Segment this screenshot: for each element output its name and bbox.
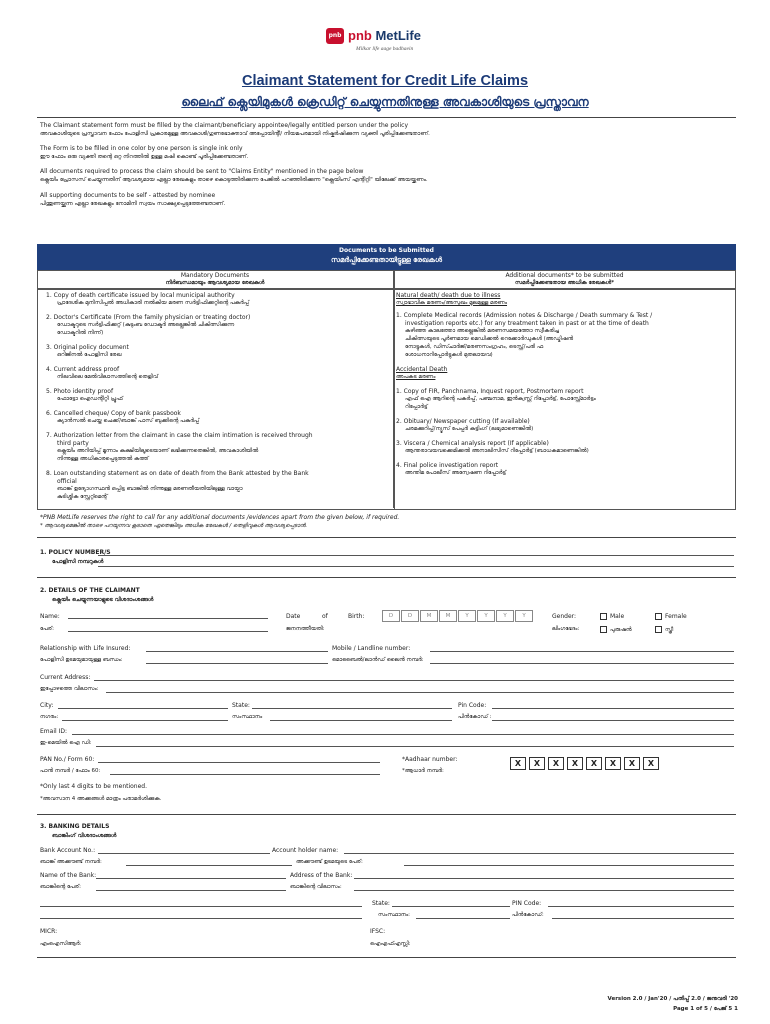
holder-field[interactable] <box>344 853 734 854</box>
natural-item-1-ml3: നോട്ടുകൾ, ഡിസ്ചാർജ്/മരണസംഗ്രഹം, ടെസ്റ്റ്/പരി ഫ <box>405 344 544 350</box>
tagline: Milkar life aage badhaein <box>356 46 414 52</box>
claimant-section-ml: ക്ലെയിം ചെയ്യുന്നയാളുടെ വിശദാംശങ്ങൾ <box>52 597 154 603</box>
brand-name <box>348 28 421 43</box>
documents-header-bar <box>37 244 736 270</box>
aadhaar-digit-box[interactable]: X <box>605 757 621 770</box>
banking-section-en: 3. BANKING DETAILS <box>40 823 110 830</box>
mandatory-item-8-en: 8. Loan outstanding statement as on date of death from the Bank attested by the Bank <box>46 470 309 477</box>
aadhaar-digit-box[interactable]: X <box>586 757 602 770</box>
accident-item-3-ml: ആന്തരാവയവക്കെമിക്കൽ അനാലിസിസ് റിപ്പോർട്ട് (ബാധകമാണെങ്കിൽ) <box>405 448 589 454</box>
bank-state-field[interactable] <box>392 906 510 907</box>
mandatory-header-en: Mandatory Documents <box>180 272 250 279</box>
dob-label-c: Birth: <box>348 613 365 620</box>
mobile-label-en: Mobile / Landline number: <box>332 645 411 652</box>
account-no-label-ml: ബാങ്ക് അക്കൗണ്ട് നമ്പർ: <box>40 859 102 865</box>
dob-label-ml: ജനനത്തീയതി: <box>286 626 325 632</box>
additional-header-ml: സമർപ്പിക്കേണ്ടതായ അധിക രേഖകൾ* <box>514 280 615 286</box>
mandatory-item-3-ml: ഒറിജിനൽ പോളിസി രേഖ <box>57 352 122 358</box>
dob-label-a: Date <box>286 613 301 620</box>
mandatory-header-ml: നിർബന്ധമായും ആവശ്യമായ രേഖകൾ <box>165 280 265 286</box>
city-label-en: City: <box>40 702 54 709</box>
city-field-ml[interactable] <box>62 720 228 721</box>
mandatory-item-2-ml2: ഡോക്ടറിൽ നിന്ന്) <box>57 330 104 336</box>
pan-field[interactable] <box>98 762 380 763</box>
mandatory-item-8-ml: ബാങ്ക് ഉദ്യോഗസ്ഥൻ ഒപ്പിട്ട ബാങ്കിൽ നിന്നുള്ള മരണതീയതിയിലുള്ള വായ്പാ <box>57 486 243 492</box>
address-label-en: Current Address: <box>40 674 91 681</box>
ifsc-label-ml: ഐഎഫ്എസ്സി: <box>370 941 411 947</box>
mandatory-item-4-en: 4. Current address proof <box>46 366 120 373</box>
city-label-ml: നഗരം: <box>40 714 59 720</box>
female-checkbox-ml[interactable] <box>655 626 662 633</box>
accident-item-3-en: 3. Viscera / Chemical analysis report (If applicable) <box>396 440 549 447</box>
instruction-3-en: All documents required to process the claim should be sent to "Claims Entity" mentioned in the page below <box>40 168 364 175</box>
relationship-field[interactable] <box>146 651 328 652</box>
accident-item-4-en: 4. Final police investigation report <box>396 462 499 469</box>
accident-item-4-ml: അന്തിമ പോലീസ് അന്വേഷണ റിപ്പോർട്ട് <box>405 470 507 476</box>
aadhaar-digit-box[interactable]: X <box>529 757 545 770</box>
aadhaar-digit-box[interactable]: X <box>624 757 640 770</box>
email-field-ml[interactable] <box>96 746 734 747</box>
aadhaar-digit-box[interactable]: X <box>510 757 526 770</box>
name-label-ml: പേര്: <box>40 626 54 632</box>
bank-pin-label-ml: പിൻകോഡ്: <box>512 912 544 918</box>
state-field-ml[interactable] <box>270 720 452 721</box>
aadhaar-digit-box[interactable]: X <box>548 757 564 770</box>
footnote-en: *PNB MetLife reserves the right to call for any additional documents /evidences apart from the given below, if required. <box>40 514 400 521</box>
micr-label-en: MICR: <box>40 928 58 935</box>
state-field[interactable] <box>252 708 452 709</box>
aadhaar-digit-box[interactable]: X <box>567 757 583 770</box>
natural-item-1-ml4: ശോധനാറിപ്പോർട്ടുകൾ മുതലായവ) <box>405 352 493 358</box>
accident-item-1-ml: എഫ് ഐ ആറിന്റെ പകർപ്പ്, പഞ്ചനാമ, ഇൻക്വസ്റ്റ് റിപ്പോർട്ട്, പോസ്റ്റ്മോർട്ടം <box>405 396 596 402</box>
gender-label-en: Gender: <box>552 613 577 620</box>
gender-label-ml: ലിംഗഭേദം: <box>552 626 580 632</box>
natural-item-1-en: 1. Complete Medical records (Admission notes & Discharge / Death summary & Test / <box>396 312 653 319</box>
relationship-label-ml: പോളിസി ഉടമയുമായുള്ള ബന്ധം: <box>40 657 123 663</box>
divider <box>37 957 736 958</box>
male-option[interactable] <box>600 613 624 621</box>
accident-item-2-en: 2. Obituary/ Newspaper cutting (If available) <box>396 418 530 425</box>
male-checkbox[interactable] <box>600 613 607 620</box>
bank-state-label-en: State: <box>372 900 390 907</box>
pan-label-en: PAN No./ Form 60: <box>40 756 95 763</box>
accident-item-1-ml2: റിപ്പോർട്ട് <box>405 404 428 410</box>
divider <box>37 577 736 578</box>
footer-page-number: Page 1 of 5 / പേജ് 5 1 <box>673 1006 738 1012</box>
mandatory-item-7-en2: third party <box>57 440 89 447</box>
pin-field[interactable] <box>492 708 734 709</box>
account-no-label-en: Bank Account No.: <box>40 847 96 854</box>
bank-state-field-ml[interactable] <box>416 918 510 919</box>
dob-box[interactable]: M <box>439 610 457 622</box>
natural-item-1-ml2: ചികിത്സയുടെ പൂർണമായ മെഡിക്കൽ റെക്കോർഡുകൾ (അഡ്മിഷൻ <box>405 336 574 342</box>
bank-name-label-en: Name of the Bank: <box>40 872 97 879</box>
name-field-ml[interactable] <box>68 631 268 632</box>
divider <box>37 814 736 815</box>
accident-item-2-ml: ചരമക്കുറിപ്പ്/ന്യൂസ് പേപ്പർ കട്ടിംഗ് (ലഭ്യമാണെങ്കിൽ) <box>405 426 534 432</box>
documents-bar-ml: സമർപ്പിക്കേണ്ടതായിട്ടുള്ള രേഖകൾ <box>331 256 442 264</box>
bank-address-field[interactable] <box>354 878 734 879</box>
mandatory-item-7-ml: ക്ലെയിം അറിയിപ്പ് മൂന്നാം കക്ഷിയിലൂടെയാണ് ലഭിക്കുന്നതെങ്കിൽ, അവകാശിയിൽ <box>57 448 259 454</box>
aadhaar-digit-box[interactable]: X <box>643 757 659 770</box>
relationship-label-en: Relationship with Life Insured: <box>40 645 131 652</box>
bank-address-line-3[interactable] <box>40 918 362 919</box>
dob-box[interactable]: M <box>420 610 438 622</box>
mobile-field-ml[interactable] <box>430 663 734 664</box>
account-no-field[interactable] <box>98 853 270 854</box>
dob-box[interactable]: D <box>382 610 400 622</box>
holder-label-ml: അക്കൗണ്ട് ഉടമയുടെ പേര്: <box>296 859 363 865</box>
mandatory-item-5-ml: ഫോട്ടോ ഐഡന്റിറ്റി പ്രൂഫ് <box>57 396 123 402</box>
micr-label-ml: എംഐസിആർ: <box>40 941 82 947</box>
female-option[interactable] <box>655 613 687 621</box>
state-label-en: State: <box>232 702 250 709</box>
aadhaar-label-en: *Aadhaar number: <box>402 756 458 763</box>
dob-box[interactable]: D <box>401 610 419 622</box>
mandatory-item-2-ml: ഡോക്ടറുടെ സർട്ടിഫിക്കറ്റ് (കുടുംബ ഡോക്ടർ അല്ലെങ്കിൽ ചികിത്സിക്കുന്ന <box>57 322 235 328</box>
accident-item-1-en: 1. Copy of FIR, Panchnama, Inquest report, Postmortem report <box>396 388 584 395</box>
mobile-label-ml: മൊബൈൽ/ലാൻഡ് ലൈൻ നമ്പർ: <box>332 657 424 663</box>
instruction-4-ml: പിന്തുണയ്ക്കുന്ന എല്ലാ രേഖകളും നോമിനി സ്വയം സാക്ഷ്യപ്പെടുത്തേണ്ടതാണ്. <box>40 201 226 207</box>
dob-box[interactable]: Y <box>515 610 533 622</box>
brand-pnb: pnb <box>348 28 372 43</box>
divider <box>37 537 736 538</box>
dob-label-b: of <box>322 613 328 620</box>
ifsc-label-en: IFSC: <box>370 928 386 935</box>
city-field[interactable] <box>58 708 228 709</box>
mandatory-item-2-en: 2. Doctor's Certificate (From the family physician or treating doctor) <box>46 314 251 321</box>
claimant-section-en: 2. DETAILS OF THE CLAIMANT <box>40 587 140 594</box>
accidental-death-heading-ml: അപകട മരണം <box>396 374 436 380</box>
instruction-1-ml: അവകാശിയുടെ പ്രസ്താവന ഫോം പോളിസി പ്രകാരമുള്ള അവകാശി/ഗുണഭോക്താവ് അപ്പോയിന്റീ/ നിയമപരമായി നിഷ്കർഷിക്കുന്ന വ്യക്തി പൂരിപ്പിക്കേണ്ടതാണ്. <box>40 131 430 137</box>
dob-box[interactable]: Y <box>458 610 476 622</box>
bank-name-field-ml[interactable] <box>96 890 286 891</box>
mandatory-item-8-en2: official <box>57 478 77 485</box>
pan-label-ml: പാൻ നമ്പർ / ഫോം 60: <box>40 768 101 774</box>
name-field[interactable] <box>68 618 268 619</box>
mandatory-item-6-ml: ക്യാൻസൽ ചെയ്ത ചെക്ക്/ബാങ്ക് പാസ് ബുക്കിന്റെ പകർപ്പ് <box>57 418 200 424</box>
natural-item-1-en2: investigation reports etc.) for any treatment taken in past or at the time of death <box>405 320 649 327</box>
natural-item-1-ml: കഴിഞ്ഞ കാലത്തോ അല്ലെങ്കിൽ മരണസമയത്തോ സ്വീകരിച്ച <box>405 328 559 334</box>
mandatory-item-6-en: 6. Cancelled cheque/ Copy of bank passbook <box>46 410 181 417</box>
address-field-ml[interactable] <box>106 692 734 693</box>
name-label-en: Name: <box>40 613 60 620</box>
account-no-field-ml[interactable] <box>126 865 292 866</box>
state-label-ml: സംസ്ഥാനം <box>232 714 263 720</box>
bank-address-label-en: Address of the Bank: <box>290 872 353 879</box>
instruction-1-en: The Claimant statement form must be filled by the claimant/beneficiary appointee/legally entitled person under the policy <box>40 122 409 129</box>
male-label-ml: പുരുഷൻ <box>610 627 632 633</box>
pan-field-ml[interactable] <box>110 774 380 775</box>
brand-metlife: MetLife <box>371 28 421 43</box>
logo-mark: pnb <box>326 28 344 44</box>
policy-number-label-en: 1. POLICY NUMBER/S <box>40 549 111 556</box>
natural-death-heading-ml: സ്വാഭാവിക മരണം/അസുഖം മൂലമുള്ള മരണം <box>396 300 508 306</box>
accidental-death-heading-en: Accidental Death <box>396 366 448 373</box>
email-field[interactable] <box>72 734 734 735</box>
male-label: Male <box>610 613 625 620</box>
instruction-3-ml: ക്ലെയിം പ്രോസസ് ചെയ്യുന്നതിന് ആവശ്യമായ എല്ലാ രേഖകളും താഴെ കൊടുത്തിരിക്കുന്ന പേജിൽ പറഞ്ഞിരിക്കുന്ന "ക്ലെയിംസ് എന്റിറ്റി" യിലേക്ക് അയയ്ക്കണം. <box>40 177 428 183</box>
holder-field-ml[interactable] <box>404 865 734 866</box>
pin-label-en: Pin Code: <box>458 702 487 709</box>
only-last4-ml: *അവസാന 4 അക്കങ്ങൾ മാത്രം പരാമർശിക്കുക. <box>40 796 162 802</box>
instruction-2-en: The Form is to be filled in one color by one person is single ink only <box>40 145 243 152</box>
female-label-ml: സ്ത്രീ <box>665 627 674 633</box>
bank-pin-field-ml[interactable] <box>552 918 734 919</box>
footnote-ml: * ആവശ്യമെങ്കിൽ താഴെ പറയുന്നവ കൂടാതെ ഏതെങ്കിലും അധിക രേഖകൾ / തെളിവുകൾ ആവശ്യപ്പെടാൻ. <box>40 523 308 529</box>
aadhaar-label-ml: *ആധാർ നമ്പർ: <box>402 768 444 774</box>
only-last4-en: *Only last 4 digits to be mentioned. <box>40 783 148 790</box>
additional-header-en: Additional documents* to be submitted <box>505 272 624 279</box>
mandatory-item-1-en: 1. Copy of death certificate issued by local municipal authority <box>46 292 235 299</box>
banking-section-ml: ബാങ്കിംഗ് വിശദാംശങ്ങൾ <box>52 833 117 839</box>
instruction-2-ml: ഈ ഫോം ഒരു വ്യക്തി തന്റെ ഒറ്റ നിറത്തിൽ ഉള്ള മഷി കൊണ്ട് പൂരിപ്പിക്കേണ്ടതാണ്. <box>40 154 249 160</box>
bank-pin-field[interactable] <box>548 906 734 907</box>
dob-box[interactable]: Y <box>477 610 495 622</box>
address-label-ml: ഇപ്പോഴത്തെ വിലാസം: <box>40 686 99 692</box>
footer-version: Version 2.0 / Jan'20 / പതിപ്പ് 2.0 / ജനുവരി '20 <box>607 996 738 1002</box>
page-title-ml: ലൈഫ് ക്ലെയിമുകൾ ക്രെഡിറ്റ് ചെയ്യുന്നതിനുള്ള അവകാശിയുടെ പ്രസ്താവന <box>181 95 589 109</box>
column-divider <box>393 270 394 508</box>
mandatory-item-3-en: 3. Original policy document <box>46 344 129 351</box>
relationship-field-ml[interactable] <box>146 663 328 664</box>
pin-label-ml: പിൻകോഡ് : <box>458 714 492 720</box>
bank-name-label-ml: ബാങ്കിന്റെ പേര്: <box>40 884 81 890</box>
natural-death-heading-en: Natural death/ death due to illness <box>396 292 501 299</box>
instruction-4-en: All supporting documents to be self - attested by nominee <box>40 192 216 199</box>
policy-number-field[interactable] <box>98 555 734 556</box>
bank-name-field[interactable] <box>96 878 286 879</box>
email-label-ml: ഇ-മെയിൽ ഐ ഡി: <box>40 740 92 746</box>
bank-address-line-2[interactable] <box>40 906 362 907</box>
policy-number-field-2[interactable] <box>98 566 734 567</box>
female-checkbox[interactable] <box>655 613 662 620</box>
male-checkbox-ml[interactable] <box>600 626 607 633</box>
bank-address-field-ml[interactable] <box>354 890 734 891</box>
bank-pin-label-en: PIN Code: <box>512 900 542 907</box>
mandatory-item-5-en: 5. Photo identity proof <box>46 388 114 395</box>
female-option-ml[interactable] <box>655 626 673 635</box>
bank-state-label-ml: സംസ്ഥാനം: <box>378 912 411 918</box>
dob-box[interactable]: Y <box>496 610 514 622</box>
holder-label-en: Account holder name: <box>272 847 339 854</box>
mandatory-item-7-en: 7. Authorization letter from the claimant in case the claim intimation is received through <box>46 432 313 439</box>
mandatory-item-8-ml2: കുടിശ്ശിക സ്റ്റേറ്റ്മെന്റ് <box>57 494 108 500</box>
address-field[interactable] <box>94 680 734 681</box>
bank-address-label-ml: ബാങ്കിന്റെ വിലാസം: <box>290 884 342 890</box>
male-option-ml[interactable] <box>600 626 632 635</box>
divider <box>37 117 736 118</box>
mandatory-item-4-ml: നിലവിലെ മേൽവിലാസത്തിന്റെ തെളിവ് <box>57 374 159 380</box>
documents-bar-en: Documents to be Submitted <box>339 247 434 254</box>
email-label-en: Email ID: <box>40 728 67 735</box>
pin-field-ml[interactable] <box>492 720 734 721</box>
mobile-field[interactable] <box>430 651 734 652</box>
mandatory-item-7-ml2: നിന്നുള്ള അധികാരപ്പെടുത്തൽ കത്ത് <box>57 456 149 462</box>
female-label: Female <box>665 613 687 620</box>
page-title: Claimant Statement for Credit Life Claims <box>241 73 529 89</box>
mandatory-item-1-ml: പ്രാദേശിക മുനിസിപ്പൽ അധികാരി നൽകിയ മരണ സർട്ടിഫിക്കറ്റിന്റെ പകർപ്പ് <box>57 300 249 306</box>
policy-number-label-ml: പോളിസി നമ്പറുകൾ <box>52 559 104 565</box>
